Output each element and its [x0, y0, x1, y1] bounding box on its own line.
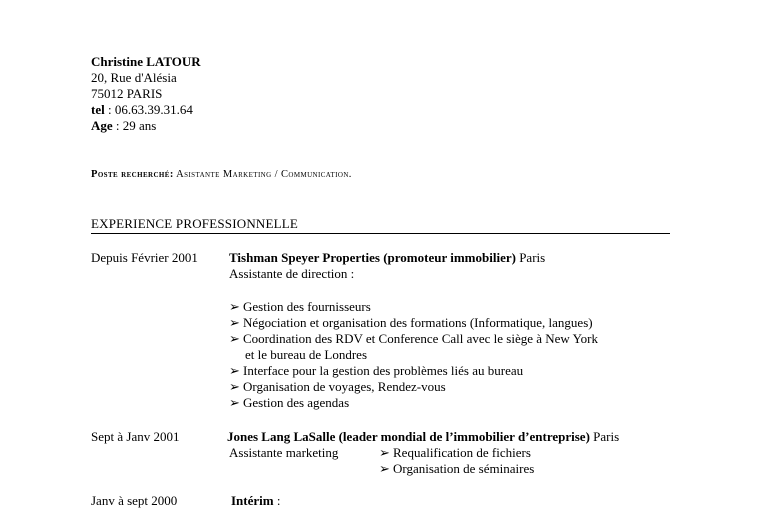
company-name: Intérim — [231, 493, 274, 508]
arrow-bullet-icon: ➢ — [379, 445, 390, 460]
experience-date: Depuis Février 2001 — [91, 250, 198, 265]
task-list — [229, 299, 598, 411]
list-item-continuation: et le bureau de Londres — [245, 347, 368, 362]
arrow-bullet-icon: ➢ — [229, 363, 240, 378]
list-item: ➢ Coordination des RDV et Conference Call avec le siège à New York — [229, 331, 599, 346]
phone-line — [91, 102, 201, 118]
list-item: ➢ Requalification de fichiers — [379, 445, 531, 460]
phone-value: : 06.63.39.31.64 — [104, 102, 193, 117]
company-city: Paris — [515, 250, 546, 265]
company-suffix: : — [273, 493, 281, 508]
arrow-bullet-icon: ➢ — [229, 299, 240, 314]
company-name: Tishman Speyer Properties (promoteur immobilier) — [229, 250, 516, 265]
contact-block — [91, 54, 201, 134]
phone-label: tel — [91, 102, 105, 117]
job-role: Assistante de direction : — [229, 266, 355, 281]
target-position-label: Poste recherché: — [91, 169, 174, 180]
arrow-bullet-icon: ➢ — [229, 395, 240, 410]
target-position — [91, 167, 352, 183]
arrow-bullet-icon: ➢ — [229, 379, 240, 394]
experience-date: Sept à Janv 2001 — [91, 429, 180, 444]
target-position-value: Asistante Marketing / Communication. — [173, 169, 352, 180]
experience-header — [229, 250, 545, 282]
job-role: Assistante marketing — [229, 445, 339, 460]
section-title-experience: EXPERIENCE PROFESSIONNELLE — [91, 216, 670, 234]
address-street: 20, Rue d'Alésia — [91, 70, 177, 85]
age-value: : 29 ans — [112, 118, 157, 133]
experience-header — [227, 429, 619, 445]
address-city: 75012 PARIS — [91, 86, 163, 101]
arrow-bullet-icon: ➢ — [229, 331, 240, 346]
age-line — [91, 118, 201, 134]
arrow-bullet-icon: ➢ — [229, 315, 240, 330]
list-item: ➢ Gestion des fournisseurs — [229, 299, 371, 314]
company-city: Paris — [589, 429, 620, 444]
candidate-name: Christine LATOUR — [91, 54, 201, 69]
list-item: ➢ Organisation de séminaires — [379, 461, 535, 476]
age-label: Age — [91, 118, 113, 133]
list-item: ➢ Gestion des agendas — [229, 395, 350, 410]
experience-header — [231, 493, 280, 509]
list-item: ➢ Négociation et organisation des formations (Informatique, langues) — [229, 315, 593, 330]
arrow-bullet-icon: ➢ — [379, 461, 390, 476]
experience-date: Janv à sept 2000 — [91, 493, 178, 508]
list-item: ➢ Interface pour la gestion des problèmes liés au bureau — [229, 363, 524, 378]
task-list — [379, 445, 534, 477]
list-item: ➢ Organisation de voyages, Rendez-vous — [229, 379, 446, 394]
company-name: Jones Lang LaSalle (leader mondial de l’immobilier d’entreprise) — [227, 429, 590, 444]
